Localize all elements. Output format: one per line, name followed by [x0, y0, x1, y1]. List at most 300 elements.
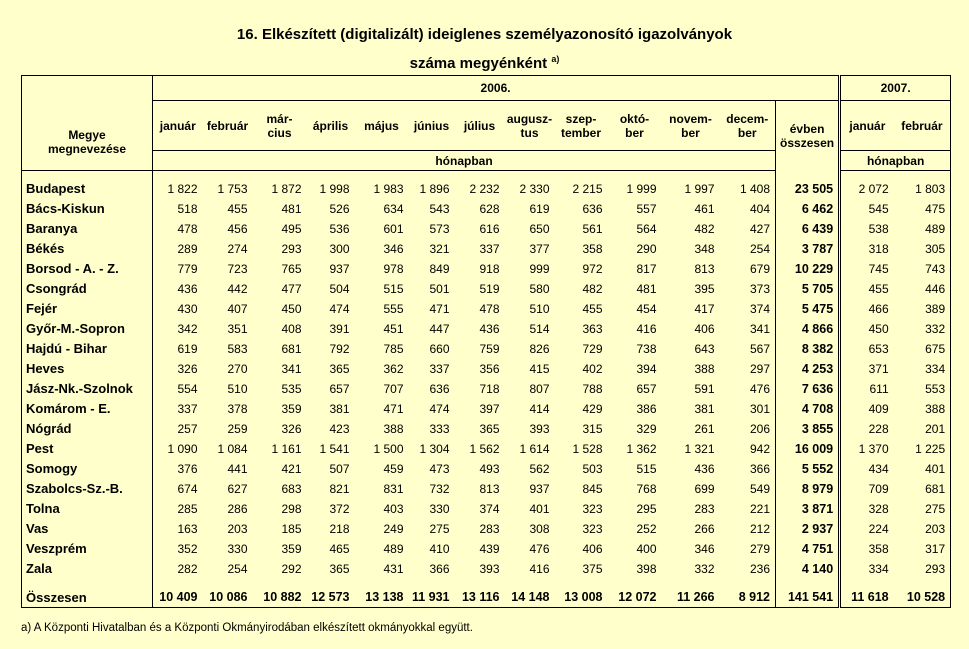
value-cell: 282 — [177, 561, 198, 576]
county-name: Tolna — [22, 499, 153, 519]
month-label-line: szep- — [565, 111, 597, 126]
value-cell: 510 — [529, 301, 550, 316]
month-header — [153, 101, 203, 151]
county-name: Bács-Kiskun — [22, 199, 153, 219]
value-cell: 403 — [383, 501, 404, 516]
value-cell: 845 — [582, 481, 603, 496]
year-total-cell: 7 636 — [776, 379, 840, 399]
value-cell: 489 — [894, 219, 951, 239]
value-cell: 549 — [720, 479, 776, 499]
value-cell: 1 370 — [840, 439, 894, 459]
county-name: Jász-Nk.-Szolnok — [22, 379, 153, 399]
county-name: Győr-M.-Sopron — [22, 319, 153, 339]
value-cell: 326 — [177, 361, 198, 376]
value-cell: 266 — [694, 521, 715, 536]
value-cell: 293 — [281, 241, 302, 256]
value-cell: 718 — [479, 381, 500, 396]
value-cell: 388 — [694, 361, 715, 376]
value-cell: 283 — [694, 501, 715, 516]
value-cell: 813 — [479, 481, 500, 496]
value-cell: 236 — [720, 559, 776, 579]
value-cell: 807 — [529, 381, 550, 396]
footnote: a) A Központi Hivatalban és a Központi Okmányirodában elkészített okmányokkal együtt. — [21, 622, 473, 634]
year-total-cell: 6 439 — [776, 219, 840, 239]
month-header — [455, 101, 505, 151]
table-row — [22, 559, 951, 579]
value-cell: 1 084 — [217, 441, 248, 456]
value-cell: 290 — [636, 241, 657, 256]
month-header — [662, 101, 720, 151]
value-cell: 743 — [894, 259, 951, 279]
value-cell: 330 — [429, 501, 450, 516]
table-row — [22, 539, 951, 559]
value-cell: 356 — [479, 361, 500, 376]
value-cell: 456 — [227, 221, 248, 236]
value-cell: 416 — [636, 321, 657, 336]
value-cell: 261 — [694, 421, 715, 436]
value-cell: 333 — [429, 421, 450, 436]
total-row — [22, 588, 951, 608]
value-cell: 12 573 — [307, 588, 355, 608]
table-row — [22, 319, 951, 339]
value-cell: 212 — [720, 519, 776, 539]
value-cell: 707 — [383, 381, 404, 396]
value-cell: 323 — [582, 521, 603, 536]
month-label-line: ber — [625, 125, 644, 140]
value-cell: 1 562 — [469, 441, 500, 456]
value-cell: 1 500 — [373, 441, 404, 456]
value-cell: 388 — [383, 421, 404, 436]
value-cell: 270 — [227, 361, 248, 376]
title-line-1: 16. Elkészített (digitalizált) ideiglenes személyazonosító igazolványok — [236, 26, 733, 43]
value-cell: 1 999 — [626, 181, 657, 196]
value-cell: 342 — [177, 321, 198, 336]
value-cell: 442 — [227, 281, 248, 296]
value-cell: 388 — [894, 399, 951, 419]
value-cell: 298 — [281, 501, 302, 516]
value-cell: 378 — [227, 401, 248, 416]
value-cell: 366 — [429, 561, 450, 576]
value-cell: 401 — [529, 501, 550, 516]
value-cell: 628 — [479, 201, 500, 216]
value-cell: 436 — [177, 281, 198, 296]
value-cell: 759 — [479, 341, 500, 356]
unit-2007: hónapban — [840, 151, 951, 171]
value-cell: 308 — [529, 521, 550, 536]
month-label-line: cius — [267, 125, 292, 140]
value-cell: 447 — [429, 321, 450, 336]
value-cell: 321 — [429, 241, 450, 256]
value-cell: 337 — [479, 241, 500, 256]
value-cell: 381 — [329, 401, 350, 416]
value-cell: 489 — [383, 541, 404, 556]
value-cell: 501 — [429, 281, 450, 296]
county-name: Veszprém — [22, 539, 153, 559]
year-total-cell: 4 751 — [776, 539, 840, 559]
table-row — [22, 199, 951, 219]
year-total-header — [776, 101, 840, 171]
value-cell: 817 — [636, 261, 657, 276]
value-cell: 323 — [582, 501, 603, 516]
value-cell: 285 — [177, 501, 198, 516]
value-cell: 1 614 — [519, 441, 550, 456]
value-cell: 792 — [329, 341, 350, 356]
month-label-line: augusz- — [506, 111, 553, 126]
month-header — [608, 101, 662, 151]
value-cell: 289 — [177, 241, 198, 256]
value-cell: 627 — [227, 481, 248, 496]
value-cell: 636 — [582, 201, 603, 216]
value-cell: 393 — [479, 561, 500, 576]
value-cell: 538 — [840, 219, 894, 239]
value-cell: 410 — [429, 541, 450, 556]
year-2007-header: 2007. — [840, 76, 951, 101]
value-cell: 430 — [177, 301, 198, 316]
value-cell: 657 — [329, 381, 350, 396]
value-cell: 562 — [529, 461, 550, 476]
value-cell: 352 — [177, 541, 198, 556]
value-cell: 554 — [177, 381, 198, 396]
value-cell: 681 — [281, 341, 302, 356]
value-cell: 228 — [840, 419, 894, 439]
value-cell: 429 — [582, 401, 603, 416]
value-cell: 476 — [720, 379, 776, 399]
year-total-cell: 3 787 — [776, 239, 840, 259]
year-total-cell: 4 253 — [776, 359, 840, 379]
county-name: Fejér — [22, 299, 153, 319]
month-header — [505, 101, 555, 151]
value-cell: 482 — [694, 221, 715, 236]
value-cell: 427 — [720, 219, 776, 239]
value-cell: 326 — [281, 421, 302, 436]
value-cell: 408 — [281, 321, 302, 336]
value-cell: 11 266 — [662, 588, 720, 608]
year-total-cell: 3 871 — [776, 499, 840, 519]
month-label-line: május — [364, 118, 399, 133]
value-cell: 476 — [529, 541, 550, 556]
value-cell: 416 — [529, 561, 550, 576]
county-label-1: Megye — [68, 128, 106, 142]
value-cell: 482 — [582, 281, 603, 296]
value-cell: 436 — [479, 321, 500, 336]
value-cell: 275 — [429, 521, 450, 536]
value-cell: 328 — [840, 499, 894, 519]
table-row — [22, 279, 951, 299]
value-cell: 318 — [840, 239, 894, 259]
value-cell: 2 232 — [469, 181, 500, 196]
year-total-cell: 5 705 — [776, 279, 840, 299]
value-cell: 300 — [329, 241, 350, 256]
value-cell: 252 — [636, 521, 657, 536]
value-cell: 315 — [582, 421, 603, 436]
value-cell: 650 — [529, 221, 550, 236]
value-cell: 634 — [383, 201, 404, 216]
value-cell: 332 — [694, 561, 715, 576]
value-cell: 446 — [894, 279, 951, 299]
value-cell: 409 — [840, 399, 894, 419]
year-total-cell: 16 009 — [776, 439, 840, 459]
value-cell: 601 — [383, 221, 404, 236]
value-cell: 373 — [720, 279, 776, 299]
table-row — [22, 299, 951, 319]
month-header-2007: január — [840, 101, 894, 151]
year-total-cell: 4 866 — [776, 319, 840, 339]
value-cell: 13 138 — [355, 588, 409, 608]
value-cell: 14 148 — [505, 588, 555, 608]
value-cell: 404 — [720, 199, 776, 219]
value-cell: 699 — [694, 481, 715, 496]
value-cell: 372 — [329, 501, 350, 516]
value-cell: 831 — [383, 481, 404, 496]
county-column-header — [22, 76, 153, 171]
value-cell: 503 — [582, 461, 603, 476]
value-cell: 461 — [694, 201, 715, 216]
value-cell: 619 — [177, 341, 198, 356]
value-cell: 826 — [529, 341, 550, 356]
county-name: Pest — [22, 439, 153, 459]
value-cell: 381 — [694, 401, 715, 416]
year-total-cell: 8 979 — [776, 479, 840, 499]
value-cell: 455 — [227, 201, 248, 216]
value-cell: 1 803 — [894, 179, 951, 199]
value-cell: 557 — [636, 201, 657, 216]
value-cell: 439 — [479, 541, 500, 556]
county-label-2: megnevezése — [47, 142, 127, 156]
value-cell: 515 — [383, 281, 404, 296]
table-row — [22, 239, 951, 259]
value-cell: 465 — [329, 541, 350, 556]
value-cell: 732 — [429, 481, 450, 496]
year-total-cell: 10 229 — [776, 259, 840, 279]
month-header — [203, 101, 253, 151]
value-cell: 567 — [720, 339, 776, 359]
table-row — [22, 519, 951, 539]
value-cell: 821 — [329, 481, 350, 496]
value-cell: 937 — [329, 261, 350, 276]
value-cell: 536 — [329, 221, 350, 236]
month-label-line: április — [312, 118, 349, 133]
value-cell: 330 — [227, 541, 248, 556]
value-cell: 788 — [582, 381, 603, 396]
value-cell: 414 — [529, 401, 550, 416]
month-label-line: június — [413, 118, 450, 133]
value-cell: 391 — [329, 321, 350, 336]
value-cell: 466 — [840, 299, 894, 319]
county-name: Budapest — [22, 179, 153, 199]
value-cell: 358 — [582, 241, 603, 256]
value-cell: 474 — [329, 301, 350, 316]
value-cell: 591 — [694, 381, 715, 396]
value-cell: 224 — [840, 519, 894, 539]
title-line-2: száma megyénként $^{a)}$ — [409, 54, 560, 72]
value-cell: 397 — [479, 401, 500, 416]
value-cell: 329 — [636, 421, 657, 436]
value-cell: 185 — [281, 521, 302, 536]
year-total-cell: 5 475 — [776, 299, 840, 319]
value-cell: 636 — [429, 381, 450, 396]
value-cell: 386 — [636, 401, 657, 416]
value-cell: 1 998 — [319, 181, 350, 196]
value-cell: 366 — [720, 459, 776, 479]
value-cell: 573 — [429, 221, 450, 236]
value-cell: 616 — [479, 221, 500, 236]
table-row — [22, 219, 951, 239]
county-name: Komárom - E. — [22, 399, 153, 419]
value-cell: 526 — [329, 201, 350, 216]
table-row — [22, 339, 951, 359]
value-cell: 395 — [694, 281, 715, 296]
value-cell: 471 — [429, 301, 450, 316]
value-cell: 332 — [894, 319, 951, 339]
value-cell: 723 — [227, 261, 248, 276]
month-label-line: novem- — [669, 111, 712, 126]
value-cell: 518 — [177, 201, 198, 216]
county-name: Békés — [22, 239, 153, 259]
value-cell: 218 — [329, 521, 350, 536]
month-label-line: július — [463, 118, 496, 133]
value-cell: 274 — [227, 241, 248, 256]
value-cell: 1 872 — [271, 181, 302, 196]
table-row — [22, 399, 951, 419]
value-cell: 371 — [840, 359, 894, 379]
value-cell: 1 161 — [271, 441, 302, 456]
table-row — [22, 359, 951, 379]
value-cell: 13 008 — [555, 588, 608, 608]
value-cell: 643 — [694, 341, 715, 356]
value-cell: 407 — [227, 301, 248, 316]
value-cell: 709 — [840, 479, 894, 499]
value-cell: 1 362 — [626, 441, 657, 456]
value-cell: 389 — [894, 299, 951, 319]
value-cell: 259 — [227, 421, 248, 436]
value-cell: 553 — [894, 379, 951, 399]
value-cell: 283 — [479, 521, 500, 536]
value-cell: 257 — [177, 421, 198, 436]
value-cell: 1 896 — [419, 181, 450, 196]
value-cell: 348 — [694, 241, 715, 256]
value-cell: 583 — [227, 341, 248, 356]
value-cell: 365 — [479, 421, 500, 436]
month-header — [355, 101, 409, 151]
value-cell: 519 — [479, 281, 500, 296]
value-cell: 286 — [227, 501, 248, 516]
year-total-cell: 23 505 — [776, 179, 840, 199]
value-cell: 515 — [636, 461, 657, 476]
value-cell: 1 753 — [217, 181, 248, 196]
value-cell: 254 — [227, 561, 248, 576]
value-cell: 203 — [227, 521, 248, 536]
value-cell: 441 — [227, 461, 248, 476]
value-cell: 293 — [894, 559, 951, 579]
value-cell: 535 — [281, 381, 302, 396]
value-cell: 295 — [636, 501, 657, 516]
value-cell: 11 931 — [409, 588, 455, 608]
value-cell: 254 — [720, 239, 776, 259]
value-cell: 305 — [894, 239, 951, 259]
value-cell: 359 — [281, 541, 302, 556]
month-label-line: évben — [789, 121, 825, 136]
value-cell: 504 — [329, 281, 350, 296]
value-cell: 450 — [840, 319, 894, 339]
value-cell: 455 — [582, 301, 603, 316]
value-cell: 12 072 — [608, 588, 662, 608]
value-cell: 398 — [636, 561, 657, 576]
value-cell: 417 — [694, 301, 715, 316]
value-cell: 745 — [840, 259, 894, 279]
value-cell: 351 — [227, 321, 248, 336]
value-cell: 374 — [720, 299, 776, 319]
value-cell: 431 — [383, 561, 404, 576]
month-header — [307, 101, 355, 151]
value-cell: 1 225 — [894, 439, 951, 459]
year-total-cell: 4 140 — [776, 559, 840, 579]
value-cell: 341 — [720, 319, 776, 339]
value-cell: 545 — [840, 199, 894, 219]
value-cell: 375 — [582, 561, 603, 576]
table-row — [22, 259, 951, 279]
value-cell: 999 — [529, 261, 550, 276]
value-cell: 279 — [720, 539, 776, 559]
value-cell: 1 304 — [419, 441, 450, 456]
value-cell: 2 330 — [519, 181, 550, 196]
footnote-ref: a) — [551, 54, 560, 64]
value-cell: 475 — [894, 199, 951, 219]
value-cell: 619 — [529, 201, 550, 216]
value-cell: 436 — [694, 461, 715, 476]
value-cell: 10 528 — [894, 588, 951, 608]
value-cell: 434 — [840, 459, 894, 479]
value-cell: 2 072 — [840, 179, 894, 199]
year-total-cell: 3 855 — [776, 419, 840, 439]
value-cell: 510 — [227, 381, 248, 396]
value-cell: 423 — [329, 421, 350, 436]
year-total-cell: 141 541 — [776, 588, 840, 608]
value-cell: 675 — [894, 339, 951, 359]
year-total-cell: 6 462 — [776, 199, 840, 219]
value-cell: 221 — [720, 499, 776, 519]
value-cell: 1 528 — [572, 441, 603, 456]
value-cell: 683 — [281, 481, 302, 496]
value-cell: 1 321 — [684, 441, 715, 456]
table-row — [22, 479, 951, 499]
value-cell: 297 — [720, 359, 776, 379]
county-name: Zala — [22, 559, 153, 579]
county-name: Vas — [22, 519, 153, 539]
value-cell: 415 — [529, 361, 550, 376]
value-cell: 421 — [281, 461, 302, 476]
value-cell: 346 — [694, 541, 715, 556]
value-cell: 493 — [479, 461, 500, 476]
value-cell: 249 — [383, 521, 404, 536]
value-cell: 507 — [329, 461, 350, 476]
value-cell: 972 — [582, 261, 603, 276]
month-label-line: ber — [681, 125, 700, 140]
data-table — [21, 75, 951, 608]
value-cell: 359 — [281, 401, 302, 416]
value-cell: 768 — [636, 481, 657, 496]
value-cell: 514 — [529, 321, 550, 336]
table-row — [22, 379, 951, 399]
county-name: Somogy — [22, 459, 153, 479]
value-cell: 400 — [636, 541, 657, 556]
month-header — [409, 101, 455, 151]
year-total-cell: 2 937 — [776, 519, 840, 539]
value-cell: 471 — [383, 401, 404, 416]
value-cell: 937 — [529, 481, 550, 496]
value-cell: 163 — [177, 521, 198, 536]
value-cell: 275 — [894, 499, 951, 519]
value-cell: 1 541 — [319, 441, 350, 456]
